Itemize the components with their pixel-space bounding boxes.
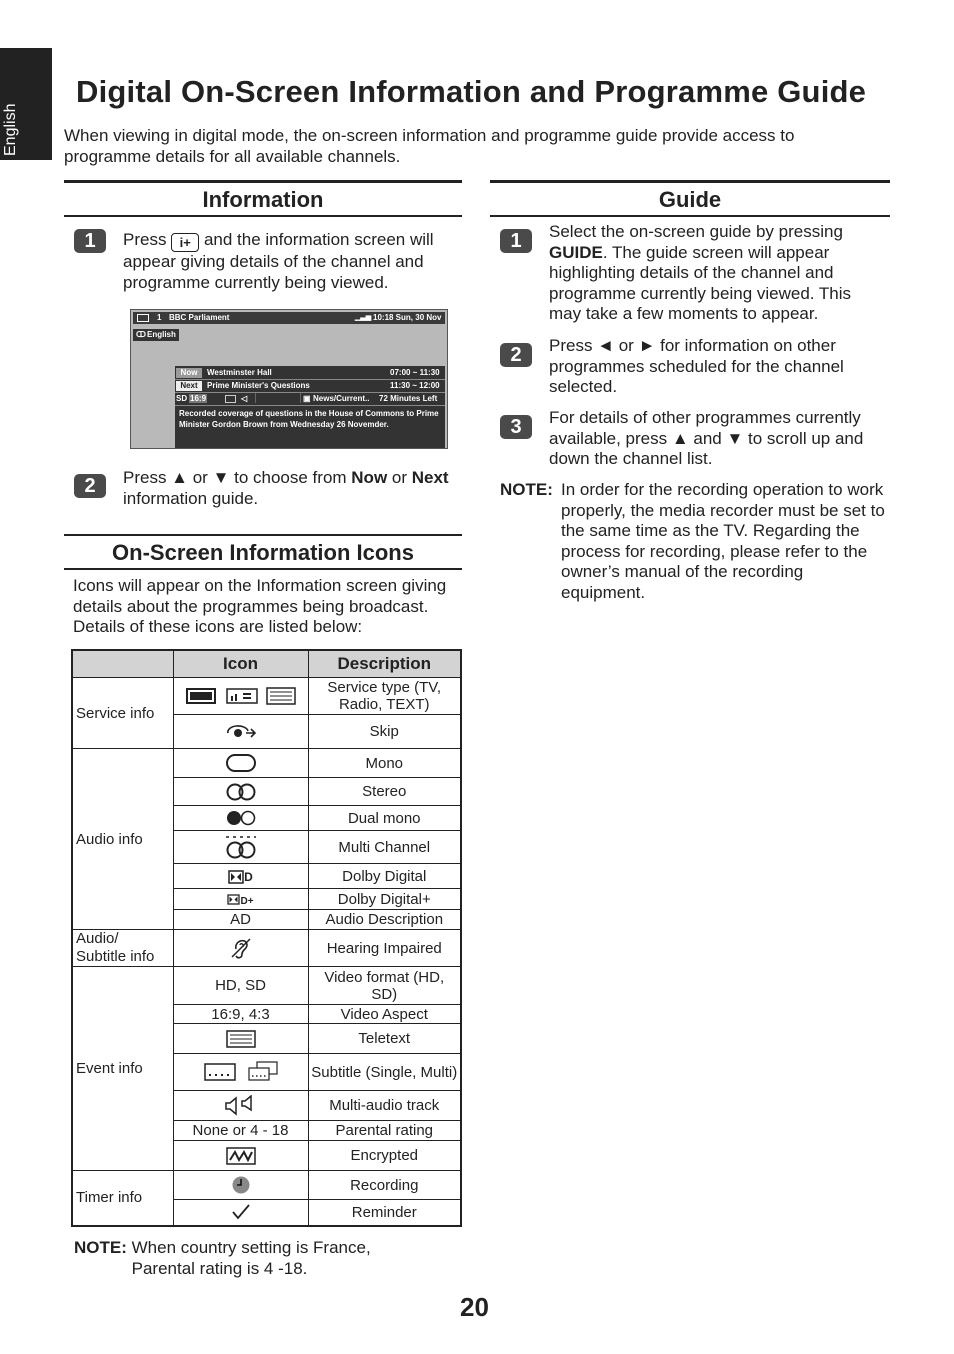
signal-icon: ▁▃▅: [355, 314, 372, 321]
table-row: [72, 967, 461, 1005]
divider: [175, 379, 445, 380]
category-event-info: Event info: [72, 967, 173, 1171]
table-header-description: Description: [308, 650, 461, 678]
now-title: Westminster Hall: [207, 368, 272, 377]
divider: [175, 405, 445, 406]
encrypted-icon: [225, 1146, 257, 1166]
guide-step-1-text: [549, 222, 884, 325]
skip-desc: Skip: [308, 715, 461, 749]
guide-step-2-badge: 2: [500, 343, 532, 367]
aspect-badge: 16:9: [190, 394, 207, 403]
category-audio-info: Audio info: [72, 749, 173, 930]
guide-heading: Guide: [490, 180, 890, 217]
icons-note: [74, 1238, 454, 1279]
guide-step-3-text: For details of other programmes currently available, press ▲ and ▼ to scroll up and down the channel list.: [549, 408, 864, 468]
info-button-icon: i+: [171, 233, 199, 252]
channel-name: BBC Parliament: [169, 313, 230, 322]
multi-audio-icon: [224, 1095, 258, 1117]
table-row: [72, 749, 461, 778]
dolby-d-label: D: [244, 869, 253, 884]
next-label: Next: [176, 381, 202, 391]
dolby-desc: Dolby Digital: [308, 864, 461, 889]
dual-mono-desc: Dual mono: [308, 806, 461, 831]
icons-heading: On-Screen Information Icons: [64, 534, 462, 570]
stereo-desc: Stereo: [308, 778, 461, 806]
audio-language-badge: [133, 329, 179, 341]
mono-icon: [225, 753, 257, 773]
programme-description: Recorded coverage of questions in the House of Commons to Prime Minister Gordon Brown from Wednesday 26 Novemder.: [179, 409, 439, 429]
audio-language: English: [147, 330, 176, 339]
dolby-plus-icon-cell: [173, 889, 308, 910]
mono-icon-cell: [173, 749, 308, 778]
category-timer-info: Timer info: [72, 1171, 173, 1226]
ad-icon-cell: AD: [173, 910, 308, 930]
reminder-icon-cell: [173, 1200, 308, 1226]
dual-mono-icon: [225, 809, 257, 827]
multi-channel-icon: [224, 834, 258, 860]
guide-step-3-badge: 3: [500, 415, 532, 439]
note-label: NOTE:: [500, 480, 553, 499]
info-step-1-badge: 1: [74, 229, 106, 253]
guide-key: GUIDE: [549, 242, 603, 262]
hd-sd-icon-cell: HD, SD: [173, 967, 308, 1005]
next-keyword: Next: [411, 468, 449, 487]
info-step-2-badge: 2: [74, 474, 106, 498]
icons-intro: Icons will appear on the Information screen giving details about the programmes being broadcast. Details of these icons are listed below:: [73, 576, 447, 636]
channel-banner: [133, 312, 445, 324]
video-format-desc: Video format (HD, SD): [308, 967, 461, 1005]
category-audio-subtitle-info: Audio/ Subtitle info: [72, 930, 173, 967]
rating-icon-cell: None or 4 - 18: [173, 1121, 308, 1141]
programme-panel: [175, 366, 445, 448]
icons-table: [71, 649, 462, 1227]
table-row: [72, 1171, 461, 1200]
dolby-plus-desc: Dolby Digital+: [308, 889, 461, 910]
subtitle-icons: [203, 1060, 279, 1084]
table-header-blank: [72, 650, 173, 678]
genre-text: News/Current..: [313, 394, 370, 403]
info-step-1-post: and the information screen will appear giving details of the channel and programme currently being viewed.: [123, 230, 434, 292]
rating-desc: Parental rating: [308, 1121, 461, 1141]
service-type-desc: Service type (TV, Radio, TEXT): [308, 678, 461, 715]
guide-note-text: In order for the recording operation to work properly, the media recorder must be set to the same time as the TV. Regarding the process for recording, please refer to the owner’s manual of the recording equipment.: [561, 480, 885, 602]
aspect-icon-cell: 16:9, 4:3: [173, 1005, 308, 1024]
guide-step1-a: Select the on-screen guide by pressing: [549, 222, 843, 241]
table-header-row: [72, 650, 461, 678]
recording-icon-cell: [173, 1171, 308, 1200]
subtitle-icon-cell: [173, 1054, 308, 1091]
divider: [175, 392, 445, 393]
multi-channel-desc: Multi Channel: [308, 831, 461, 864]
genre-icon: ▣: [303, 394, 311, 403]
category-service-info: Service info: [72, 678, 173, 749]
mono-desc: Mono: [308, 749, 461, 778]
speaker-icon-small: ◁: [241, 394, 248, 403]
ad-desc: Audio Description: [308, 910, 461, 930]
info-screen-image: [130, 309, 448, 449]
guide-step1-b: . The guide screen will appear highlighting details of the channel and programme currently being viewed. This may take a few moments to appear.: [549, 242, 852, 323]
teletext-desc: Teletext: [308, 1024, 461, 1054]
stereo-icon: [225, 782, 257, 802]
tv-radio-text-icon: [185, 686, 297, 706]
guide-step-2-text: Press ◄ or ► for information on other programmes scheduled for the channel selected.: [549, 336, 844, 396]
time-left: 72 Minutes Left: [379, 394, 438, 403]
now-keyword: Now: [351, 468, 388, 487]
teletext-icon: [225, 1029, 257, 1049]
skip-icon: [224, 724, 258, 740]
icon-slots: [255, 393, 301, 403]
page-number: 20: [460, 1292, 489, 1322]
service-type-icons: [173, 678, 308, 715]
hearing-desc: Hearing Impaired: [308, 930, 461, 967]
reminder-desc: Reminder: [308, 1200, 461, 1226]
teletext-icon-small: [225, 395, 236, 403]
dolby-digital-icon: [228, 870, 244, 884]
stereo-icon-small: ↀ: [136, 330, 146, 339]
next-time: 11:30 ~ 12:00: [390, 381, 440, 390]
language-tab: [0, 48, 52, 160]
subtitle-desc: Subtitle (Single, Multi): [308, 1054, 461, 1091]
aspect-desc: Video Aspect: [308, 1005, 461, 1024]
multi-audio-icon-cell: [173, 1091, 308, 1121]
encrypted-icon-cell: [173, 1141, 308, 1171]
teletext-icon-cell: [173, 1024, 308, 1054]
info-step-1-text: [123, 230, 453, 293]
tv-service-icon: [137, 314, 149, 322]
now-label: Now: [176, 368, 202, 378]
stereo-icon-cell: [173, 778, 308, 806]
intro-text: When viewing in digital mode, the on-screen information and programme guide provide access to programme details for all available channels.: [64, 126, 795, 166]
encrypted-desc: Encrypted: [308, 1141, 461, 1171]
step2-text-a: Press ▲ or ▼ to choose from: [123, 468, 352, 487]
step2-text-b: or: [387, 468, 412, 487]
note-text: When country setting is France, Parental rating is 4 -18.: [131, 1238, 371, 1278]
hearing-impaired-icon: [228, 935, 254, 961]
table-row: [72, 678, 461, 715]
multi-channel-icon-cell: [173, 831, 308, 864]
reminder-check-icon: [231, 1203, 251, 1221]
guide-step-1-badge: 1: [500, 229, 532, 253]
sd-badge: SD: [176, 394, 188, 403]
clock-text: 10:18 Sun, 30 Nov: [373, 313, 442, 322]
now-time: 07:00 ~ 11:30: [390, 368, 440, 377]
information-heading: Information: [64, 180, 462, 217]
table-header-icon: Icon: [173, 650, 308, 678]
recording-clock-icon: [231, 1175, 251, 1195]
guide-note-label: [500, 480, 556, 501]
next-title: Prime Minister's Questions: [207, 381, 310, 390]
skip-icon-cell: [173, 715, 308, 749]
info-step-2-text: [123, 468, 453, 509]
table-row: [72, 930, 461, 967]
step2-text-c: information guide.: [123, 488, 259, 508]
language-tab-label: English: [2, 103, 19, 156]
multi-audio-desc: Multi-audio track: [308, 1091, 461, 1121]
dolby-icon-cell: [173, 864, 308, 889]
note-label: NOTE:: [74, 1238, 127, 1257]
dolby-dplus-label: D+: [240, 895, 254, 907]
page-title: Digital On-Screen Information and Programme Guide: [76, 74, 867, 109]
dolby-digital-plus-icon: [227, 894, 240, 905]
recording-desc: Recording: [308, 1171, 461, 1200]
hearing-icon-cell: [173, 930, 308, 967]
channel-number: 1: [157, 313, 162, 322]
dual-mono-icon-cell: [173, 806, 308, 831]
info-step-1-pre: Press: [123, 230, 167, 249]
